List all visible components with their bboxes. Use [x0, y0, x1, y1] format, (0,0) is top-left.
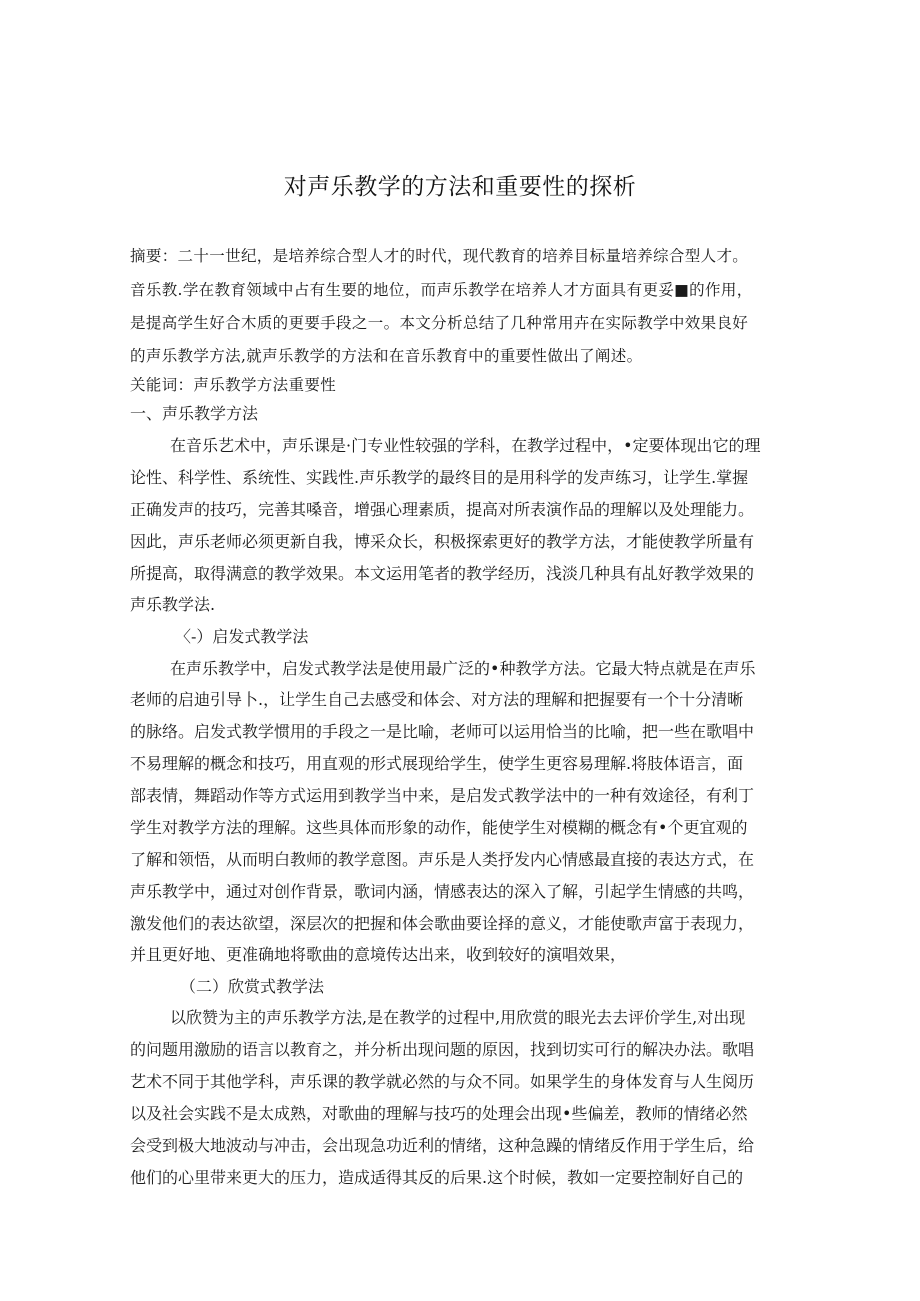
abstract-line: 是提高学生好合木质的更要手段之一。本文分析总结了几种常用卉在实际教学中效果良好: [130, 314, 749, 332]
document-title: 对声乐教学的方法和重要性的探析: [283, 174, 637, 200]
paragraph-line: 会受到极大地波动与冲击，会出现急功近利的情绪，这种急躁的情绪反作用于学生后，给: [130, 1136, 755, 1155]
paragraph-line: 因此，声乐老师必须更新自我，博采众长，积极探索更好的教学方法，才能使教学所量有: [130, 532, 755, 551]
paragraph-line: 声乐教学法.: [130, 595, 216, 614]
paragraph-line: 部表情，舞蹈动作等方式运用到教学当中来，是启发式教学法中的一种有效途径，有利丁: [130, 786, 755, 805]
section-heading: 一、声乐教学方法: [130, 404, 259, 423]
keywords: 关能词：声乐教学方法重要性: [130, 376, 337, 394]
paragraph-line: 声乐教学中，通过对创作背景，歌词内涵，情感表达的深入了解，引起学生情感的共鸣，: [130, 882, 755, 901]
abstract-line: 摘要：二十一世纪，是培养综合型人才的时代，现代教育的培养目标量培养综合型人才。: [130, 247, 749, 265]
subsection-heading: （二）欣赏式教学法: [180, 977, 325, 996]
paragraph-line: 了解和领悟，从而明白教师的教学意图。声乐是人类抒发内心情感最直接的表达方式，在: [130, 850, 755, 869]
paragraph-line: 老师的启迪引导卜.，让学生自己去感受和体会、对方法的理解和把握要有一个十分清晰: [130, 690, 744, 709]
paragraph-line: 的脉络。启发式教学惯用的手段之一是比喻，老师可以运用恰当的比喻，把一些在歌唱中: [130, 722, 755, 741]
paragraph-line: 不易理解的概念和技巧，用直观的形式展现给学生，使学生更容易理解.将肢体语言，面: [130, 754, 744, 773]
paragraph-line: 以及社会实践不是太成熟，对歌曲的理解与技巧的处理会出现•些偏差，教师的情绪必然: [130, 1104, 748, 1123]
paragraph-line: 艺术不同于其他学科，声乐课的教学就必然的与众不同。如果学生的身体发育与人生阅历: [130, 1072, 755, 1091]
paragraph-line: 论性、科学性、系统性、实践性.声乐教学的最终目的是用科学的发声练习，让学生.掌握: [130, 468, 749, 487]
abstract-line: 的声乐教学方法,就声乐教学的方法和在音乐教育中的重要性做出了阐述。: [130, 347, 643, 365]
paragraph-line: 激发他们的表达欲望，深层次的把握和体会歌曲要诠择的意义，才能使歌声富于表现力，: [130, 914, 755, 933]
paragraph-line: 在音乐艺术中，声乐课是·门专业性较强的学科，在教学过程中，•定要体现出它的理: [170, 436, 761, 455]
paragraph-line: 正确发声的技巧，完善其嗓音，增强心理素质，提高对所表演作品的理解以及处理能力。: [130, 500, 755, 519]
paragraph-line: 的问题用激励的语言以教育之，并分析出现问题的原因，找到切实可行的解决办法。歌唱: [130, 1040, 755, 1059]
paragraph-line: 他们的心里带来更大的压力，造成适得其反的后果.这个时候，教如一定要控制好自己的: [130, 1168, 744, 1187]
paragraph-line: 学生对教学方法的理解。这些具体而形象的动作，能使学生对模糊的概念有•个更宜观的: [130, 818, 748, 837]
subsection-heading: 〈-）启发式教学法: [175, 627, 309, 646]
abstract-line: 音乐教.学在教育领域中占有生要的地位，而声乐教学在培养人才方面具有更妥■的作用，: [130, 281, 753, 299]
paragraph-line: 以欣赞为主的声乐教学方法,是在教学的过程中,用欣赏的眼光去去评价学生,对出现: [170, 1008, 746, 1027]
paragraph-line: 并且更好地、更准确地将歌曲的意境传达出来，收到较好的演唱效果，: [130, 945, 627, 964]
paragraph-line: 在声乐教学中，启发式教学法是使用最广泛的•种教学方法。它最大特点就是在声乐: [170, 659, 756, 678]
paragraph-line: 所提高，取得满意的教学效果。本文运用笔者的教学经历，浅淡几种具有乩好教学效果的: [130, 564, 755, 583]
